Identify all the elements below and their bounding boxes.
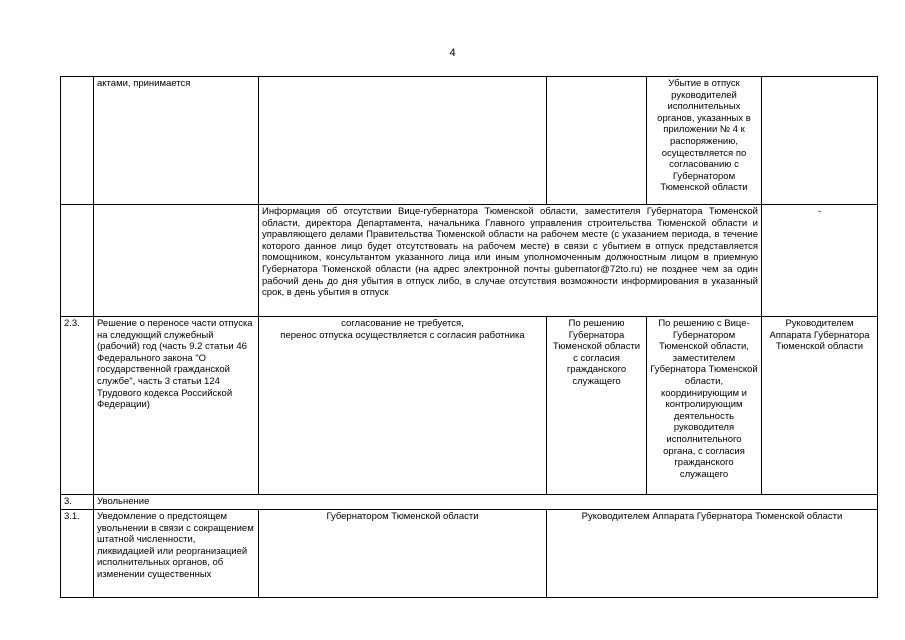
approval-line: перенос отпуска осуществляется с согласия работника [280,329,525,341]
row-description-cell: Уведомление о предстоящем увольнении в связи с сокращением штатной численности, ликвидацией или реорганизацией исполнительных органов, об изменении существенных [94,510,259,598]
row-description-cell: актами, принимается [94,77,259,205]
approval-cell: Губернатором Тюменской области [259,510,547,598]
table-row [61,205,878,317]
approval-line: согласование не требуется, [341,318,464,329]
empty-cell [547,77,647,205]
table-row [61,317,878,495]
row-description-cell: Решение о переносе части отпуска на следующий служебный (рабочий) год (часть 9.2 статьи 46 Федерального закона "О государственной гражданской службе", часть 3 статьи 124 Трудового кодекса Российской Федерации) [94,317,259,495]
info-cell: Информация об отсутствии Вице-губернатора Тюменской области, заместителя Губернатора Тюменской области, директора Департамента, начальника Главного управления строительства Тюменской области и управляющего делами Правительства Тюменской области на рабочем месте (с указанием периода, в течение которого данное лицо будет отсутствовать на рабочем месте) в связи с убытием в отпуск представляется помощником, консультантом указанного лица или иным уполномоченным должностным лицом в приемную Губернатора Тюменской области (на адрес электронной почты gubernator@72to.ru) не позднее чем за один рабочий день до дня убытия в отпуск либо, в случае отсутствия возможности информирования в указанный срок, в день убытия в отпуск [259,205,762,317]
regulation-table [60,76,878,598]
row-number-cell: 3.1. [61,510,94,598]
page-number: 4 [449,47,456,59]
row-description-cell [94,205,259,317]
table-row [61,77,878,205]
table-row [61,510,878,598]
empty-cell [259,77,547,205]
row-number-cell [61,77,94,205]
approval-cell: По решению с Вице-Губернатором Тюменской области, заместителем Губернатора Тюменской области, координирующим и контролирующим деятельность руководителя исполнительного органа, с согласия гражданского служащего [647,317,762,495]
row-number-cell: 2.3. [61,317,94,495]
approval-cell: Убытие в отпуск руководителей исполнительных органов, указанных в приложении № 4 к распоряжению, осуществляется по согласованию с Губернатором Тюменской области [647,77,762,205]
section-heading-cell: Увольнение [94,495,878,510]
table-row [61,495,878,510]
row-number-cell [61,205,94,317]
row-number-cell: 3. [61,495,94,510]
approval-cell: Руководителем Аппарата Губернатора Тюменской области [762,317,878,495]
approval-cell [259,317,547,495]
empty-cell [762,77,878,205]
dash-cell: - [762,205,878,317]
approval-cell: По решению Губернатора Тюменской области с согласия гражданского служащего [547,317,647,495]
approval-cell: Руководителем Аппарата Губернатора Тюменской области [547,510,878,598]
